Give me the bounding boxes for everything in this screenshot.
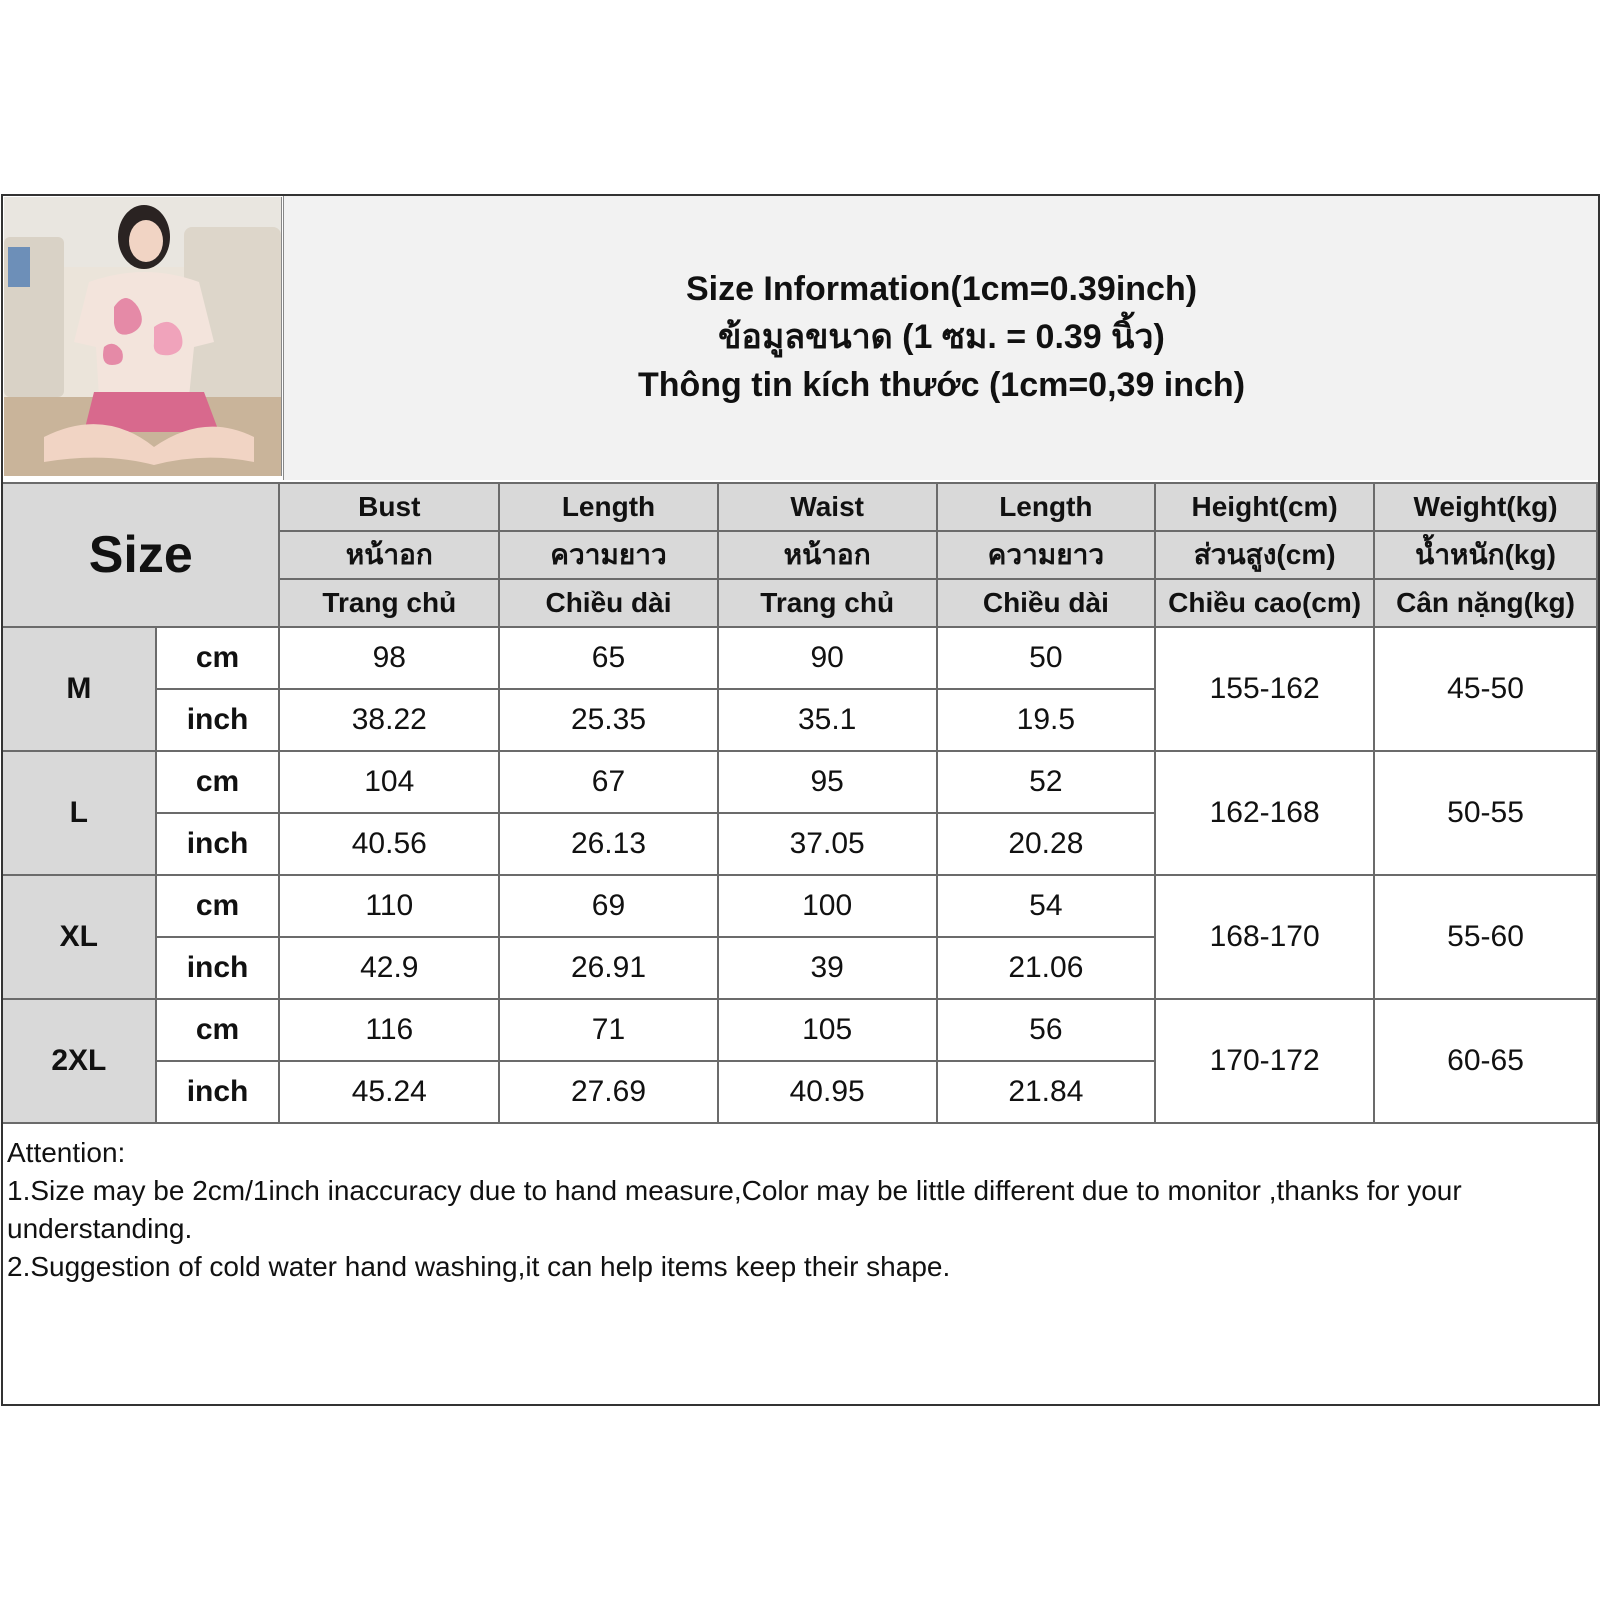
bust-inch: 40.56: [279, 813, 499, 875]
length-cm: 69: [499, 875, 718, 937]
model-image: [4, 197, 281, 476]
waist-inch: 35.1: [718, 689, 937, 751]
title-english: Size Information(1cm=0.39inch): [685, 270, 1198, 308]
col-header-bust-en: Bust: [279, 483, 499, 531]
unit-inch: inch: [156, 689, 280, 751]
size-label-m: M: [2, 627, 156, 751]
title-vietnamese: Thông tin kích thước (1cm=0,39 inch): [637, 366, 1246, 404]
length2-cm: 54: [937, 875, 1156, 937]
length2-inch: 21.06: [937, 937, 1156, 999]
length2-cm: 56: [937, 999, 1156, 1061]
col-header-length2-vi: Chiều dài: [937, 579, 1156, 627]
length2-inch: 21.84: [937, 1061, 1156, 1123]
title-thai: ข้อมูลขนาด (1 ซม. = 0.39 นิ้ว): [718, 318, 1165, 356]
table-row: [2, 627, 1597, 689]
waist-cm: 100: [718, 875, 937, 937]
col-header-length2-th: ความยาว: [937, 531, 1156, 579]
waist-inch: 37.05: [718, 813, 937, 875]
bust-inch: 38.22: [279, 689, 499, 751]
waist-cm: 90: [718, 627, 937, 689]
waist-cm: 95: [718, 751, 937, 813]
height-range: 162-168: [1155, 751, 1374, 875]
unit-inch: inch: [156, 937, 280, 999]
table-row: [2, 999, 1597, 1061]
waist-inch: 40.95: [718, 1061, 937, 1123]
bust-cm: 116: [279, 999, 499, 1061]
unit-cm: cm: [156, 751, 280, 813]
product-photo: [4, 197, 282, 476]
size-table: [1, 482, 1598, 1124]
height-range: 170-172: [1155, 999, 1374, 1123]
weight-range: 50-55: [1374, 751, 1597, 875]
weight-range: 60-65: [1374, 999, 1597, 1123]
weight-range: 45-50: [1374, 627, 1597, 751]
weight-range: 55-60: [1374, 875, 1597, 999]
unit-inch: inch: [156, 813, 280, 875]
bust-cm: 110: [279, 875, 499, 937]
length2-cm: 52: [937, 751, 1156, 813]
length-cm: 65: [499, 627, 718, 689]
note-item-2: 2.Suggestion of cold water hand washing,it can help items keep their shape.: [7, 1251, 951, 1282]
col-header-weight-th: น้ำหนัก(kg): [1374, 531, 1597, 579]
length-inch: 26.13: [499, 813, 718, 875]
length2-inch: 19.5: [937, 689, 1156, 751]
col-header-waist-th: หน้าอก: [718, 531, 937, 579]
size-chart: [1, 194, 1598, 1404]
bust-inch: 42.9: [279, 937, 499, 999]
bust-inch: 45.24: [279, 1061, 499, 1123]
col-header-weight-en: Weight(kg): [1374, 483, 1597, 531]
col-header-waist-en: Waist: [718, 483, 937, 531]
length-cm: 71: [499, 999, 718, 1061]
col-header-waist-vi: Trang chủ: [718, 579, 937, 627]
col-header-length-en: Length: [499, 483, 718, 531]
length2-inch: 20.28: [937, 813, 1156, 875]
height-range: 168-170: [1155, 875, 1374, 999]
size-label-xl: XL: [2, 875, 156, 999]
length-cm: 67: [499, 751, 718, 813]
size-label-2xl: 2XL: [2, 999, 156, 1123]
bust-cm: 98: [279, 627, 499, 689]
col-header-length-vi: Chiều dài: [499, 579, 718, 627]
length-inch: 26.91: [499, 937, 718, 999]
length2-cm: 50: [937, 627, 1156, 689]
header-row-english: [2, 483, 1597, 531]
height-range: 155-162: [1155, 627, 1374, 751]
length-inch: 27.69: [499, 1061, 718, 1123]
notes-heading: Attention:: [7, 1137, 126, 1168]
waist-inch: 39: [718, 937, 937, 999]
col-header-length2-en: Length: [937, 483, 1156, 531]
unit-inch: inch: [156, 1061, 280, 1123]
col-header-height-vi: Chiều cao(cm): [1155, 579, 1374, 627]
size-column-header: Size: [2, 483, 279, 627]
col-header-weight-vi: Cân nặng(kg): [1374, 579, 1597, 627]
col-header-height-th: ส่วนสูง(cm): [1155, 531, 1374, 579]
note-item-1: 1.Size may be 2cm/1inch inaccuracy due to hand measure,Color may be little different due to monitor ,thanks for your understanding.: [7, 1175, 1462, 1244]
col-header-bust-th: หน้าอก: [279, 531, 499, 579]
unit-cm: cm: [156, 627, 280, 689]
unit-cm: cm: [156, 999, 280, 1061]
size-label-l: L: [2, 751, 156, 875]
title-banner: [283, 194, 1599, 480]
length-inch: 25.35: [499, 689, 718, 751]
col-header-length-th: ความยาว: [499, 531, 718, 579]
table-row: [2, 751, 1597, 813]
waist-cm: 105: [718, 999, 937, 1061]
col-header-height-en: Height(cm): [1155, 483, 1374, 531]
col-header-bust-vi: Trang chủ: [279, 579, 499, 627]
attention-notes: [1, 1130, 1600, 1406]
table-row: [2, 875, 1597, 937]
unit-cm: cm: [156, 875, 280, 937]
bust-cm: 104: [279, 751, 499, 813]
